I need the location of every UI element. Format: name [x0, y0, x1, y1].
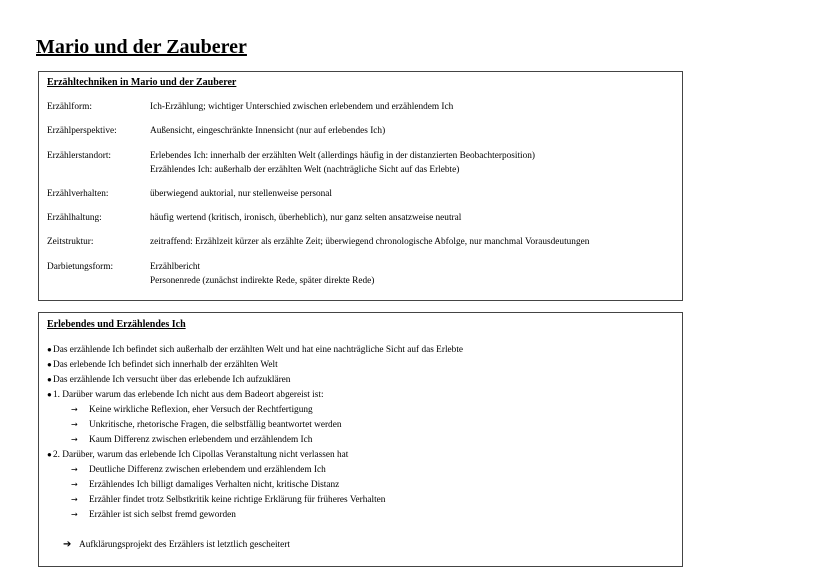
list-item	[47, 343, 463, 357]
list-item-text: 2. Darüber, warum das erlebende Ich Cipollas Veranstaltung nicht verlassen hat	[53, 450, 349, 460]
row-value: Erlebendes Ich: innerhalb der erzählten Welt (allerdings häufig in der distanzierten Beobachterposition)	[150, 151, 536, 161]
list-item-text: Das erzählende Ich befindet sich außerhalb der erzählten Welt und hat eine nachträgliche Sicht auf das Erlebte	[53, 345, 464, 355]
arrow-right-icon: →	[71, 435, 78, 444]
sub-item-text: Erzähler ist sich selbst fremd geworden	[89, 510, 236, 520]
ich-box	[38, 312, 683, 567]
row-label: Erzählhaltung:	[47, 213, 102, 223]
list-item	[47, 358, 278, 372]
row-value: Erzählbericht	[150, 262, 201, 272]
row-label: Zeitstruktur:	[47, 237, 94, 247]
bold-arrow-right-icon: ➔	[63, 539, 72, 550]
sub-item	[71, 433, 312, 447]
bullet-icon: ●	[47, 450, 52, 459]
bullet-icon: ●	[47, 375, 52, 384]
techniques-heading: Erzähltechniken in Mario und der Zauberer	[47, 77, 237, 88]
sub-item	[71, 418, 341, 432]
row-value: Erzählendes Ich: außerhalb der erzählten Welt (nachträgliche Sicht auf das Erlebte)	[150, 165, 460, 175]
sub-item	[71, 508, 236, 522]
arrow-right-icon: →	[71, 420, 78, 429]
sub-item-text: Unkritische, rhetorische Fragen, die selbstfällig beantwortet werden	[89, 420, 342, 430]
arrow-right-icon: →	[71, 510, 78, 519]
techniques-box	[38, 71, 683, 301]
row-label: Erzählperspektive:	[47, 126, 117, 136]
row-value: Personenrede (zunächst indirekte Rede, später direkte Rede)	[150, 276, 375, 286]
sub-item-text: Kaum Differenz zwischen erlebendem und erzählendem Ich	[89, 435, 313, 445]
list-item-text: Das erzählende Ich versucht über das erlebende Ich aufzuklären	[53, 375, 291, 385]
bullet-icon: ●	[47, 345, 52, 354]
row-value: Außensicht, eingeschränkte Innensicht (nur auf erlebendes Ich)	[150, 126, 386, 136]
row-value: überwiegend auktorial, nur stellenweise personal	[150, 189, 333, 199]
sub-item	[71, 463, 326, 477]
sub-item-text: Deutliche Differenz zwischen erlebendem und erzählendem Ich	[89, 465, 326, 475]
row-value: Ich-Erzählung; wichtiger Unterschied zwischen erlebendem und erzählendem Ich	[150, 102, 454, 112]
bullet-icon: ●	[47, 390, 52, 399]
ich-heading: Erlebendes und Erzählendes Ich	[47, 319, 186, 330]
row-label: Erzählerstandort:	[47, 151, 112, 161]
list-item	[47, 388, 324, 402]
row-label: Erzählverhalten:	[47, 189, 109, 199]
sub-item-text: Erzählendes Ich billigt damaliges Verhalten nicht, kritische Distanz	[89, 480, 340, 490]
row-label: Erzählform:	[47, 102, 92, 112]
list-item	[47, 373, 290, 387]
sub-item	[71, 493, 385, 507]
arrow-right-icon: →	[71, 480, 78, 489]
page-title: Mario und der Zauberer	[36, 36, 247, 58]
conclusion-text: Aufklärungsprojekt des Erzählers ist letztlich gescheitert	[79, 540, 290, 550]
row-value: häufig wertend (kritisch, ironisch, überheblich), nur ganz selten ansatzweise neutral	[150, 213, 462, 223]
bullet-icon: ●	[47, 360, 52, 369]
list-item-text: 1. Darüber warum das erlebende Ich nicht aus dem Badeort abgereist ist:	[53, 390, 324, 400]
sub-item	[71, 478, 339, 492]
list-item	[47, 448, 348, 462]
arrow-right-icon: →	[71, 405, 78, 414]
arrow-right-icon: →	[71, 495, 78, 504]
row-value: zeitraffend: Erzählzeit kürzer als erzählte Zeit; überwiegend chronologische Abfolge, nur manchmal Vorausdeutungen	[150, 237, 590, 247]
sub-item-text: Erzähler findet trotz Selbstkritik keine richtige Erklärung für früheres Verhalten	[89, 495, 386, 505]
row-label: Darbietungsform:	[47, 262, 114, 272]
conclusion	[63, 538, 290, 552]
sub-item	[71, 403, 313, 417]
list-item-text: Das erlebende Ich befindet sich innerhalb der erzählten Welt	[53, 360, 278, 370]
sub-item-text: Keine wirkliche Reflexion, eher Versuch der Rechtfertigung	[89, 405, 313, 415]
arrow-right-icon: →	[71, 465, 78, 474]
